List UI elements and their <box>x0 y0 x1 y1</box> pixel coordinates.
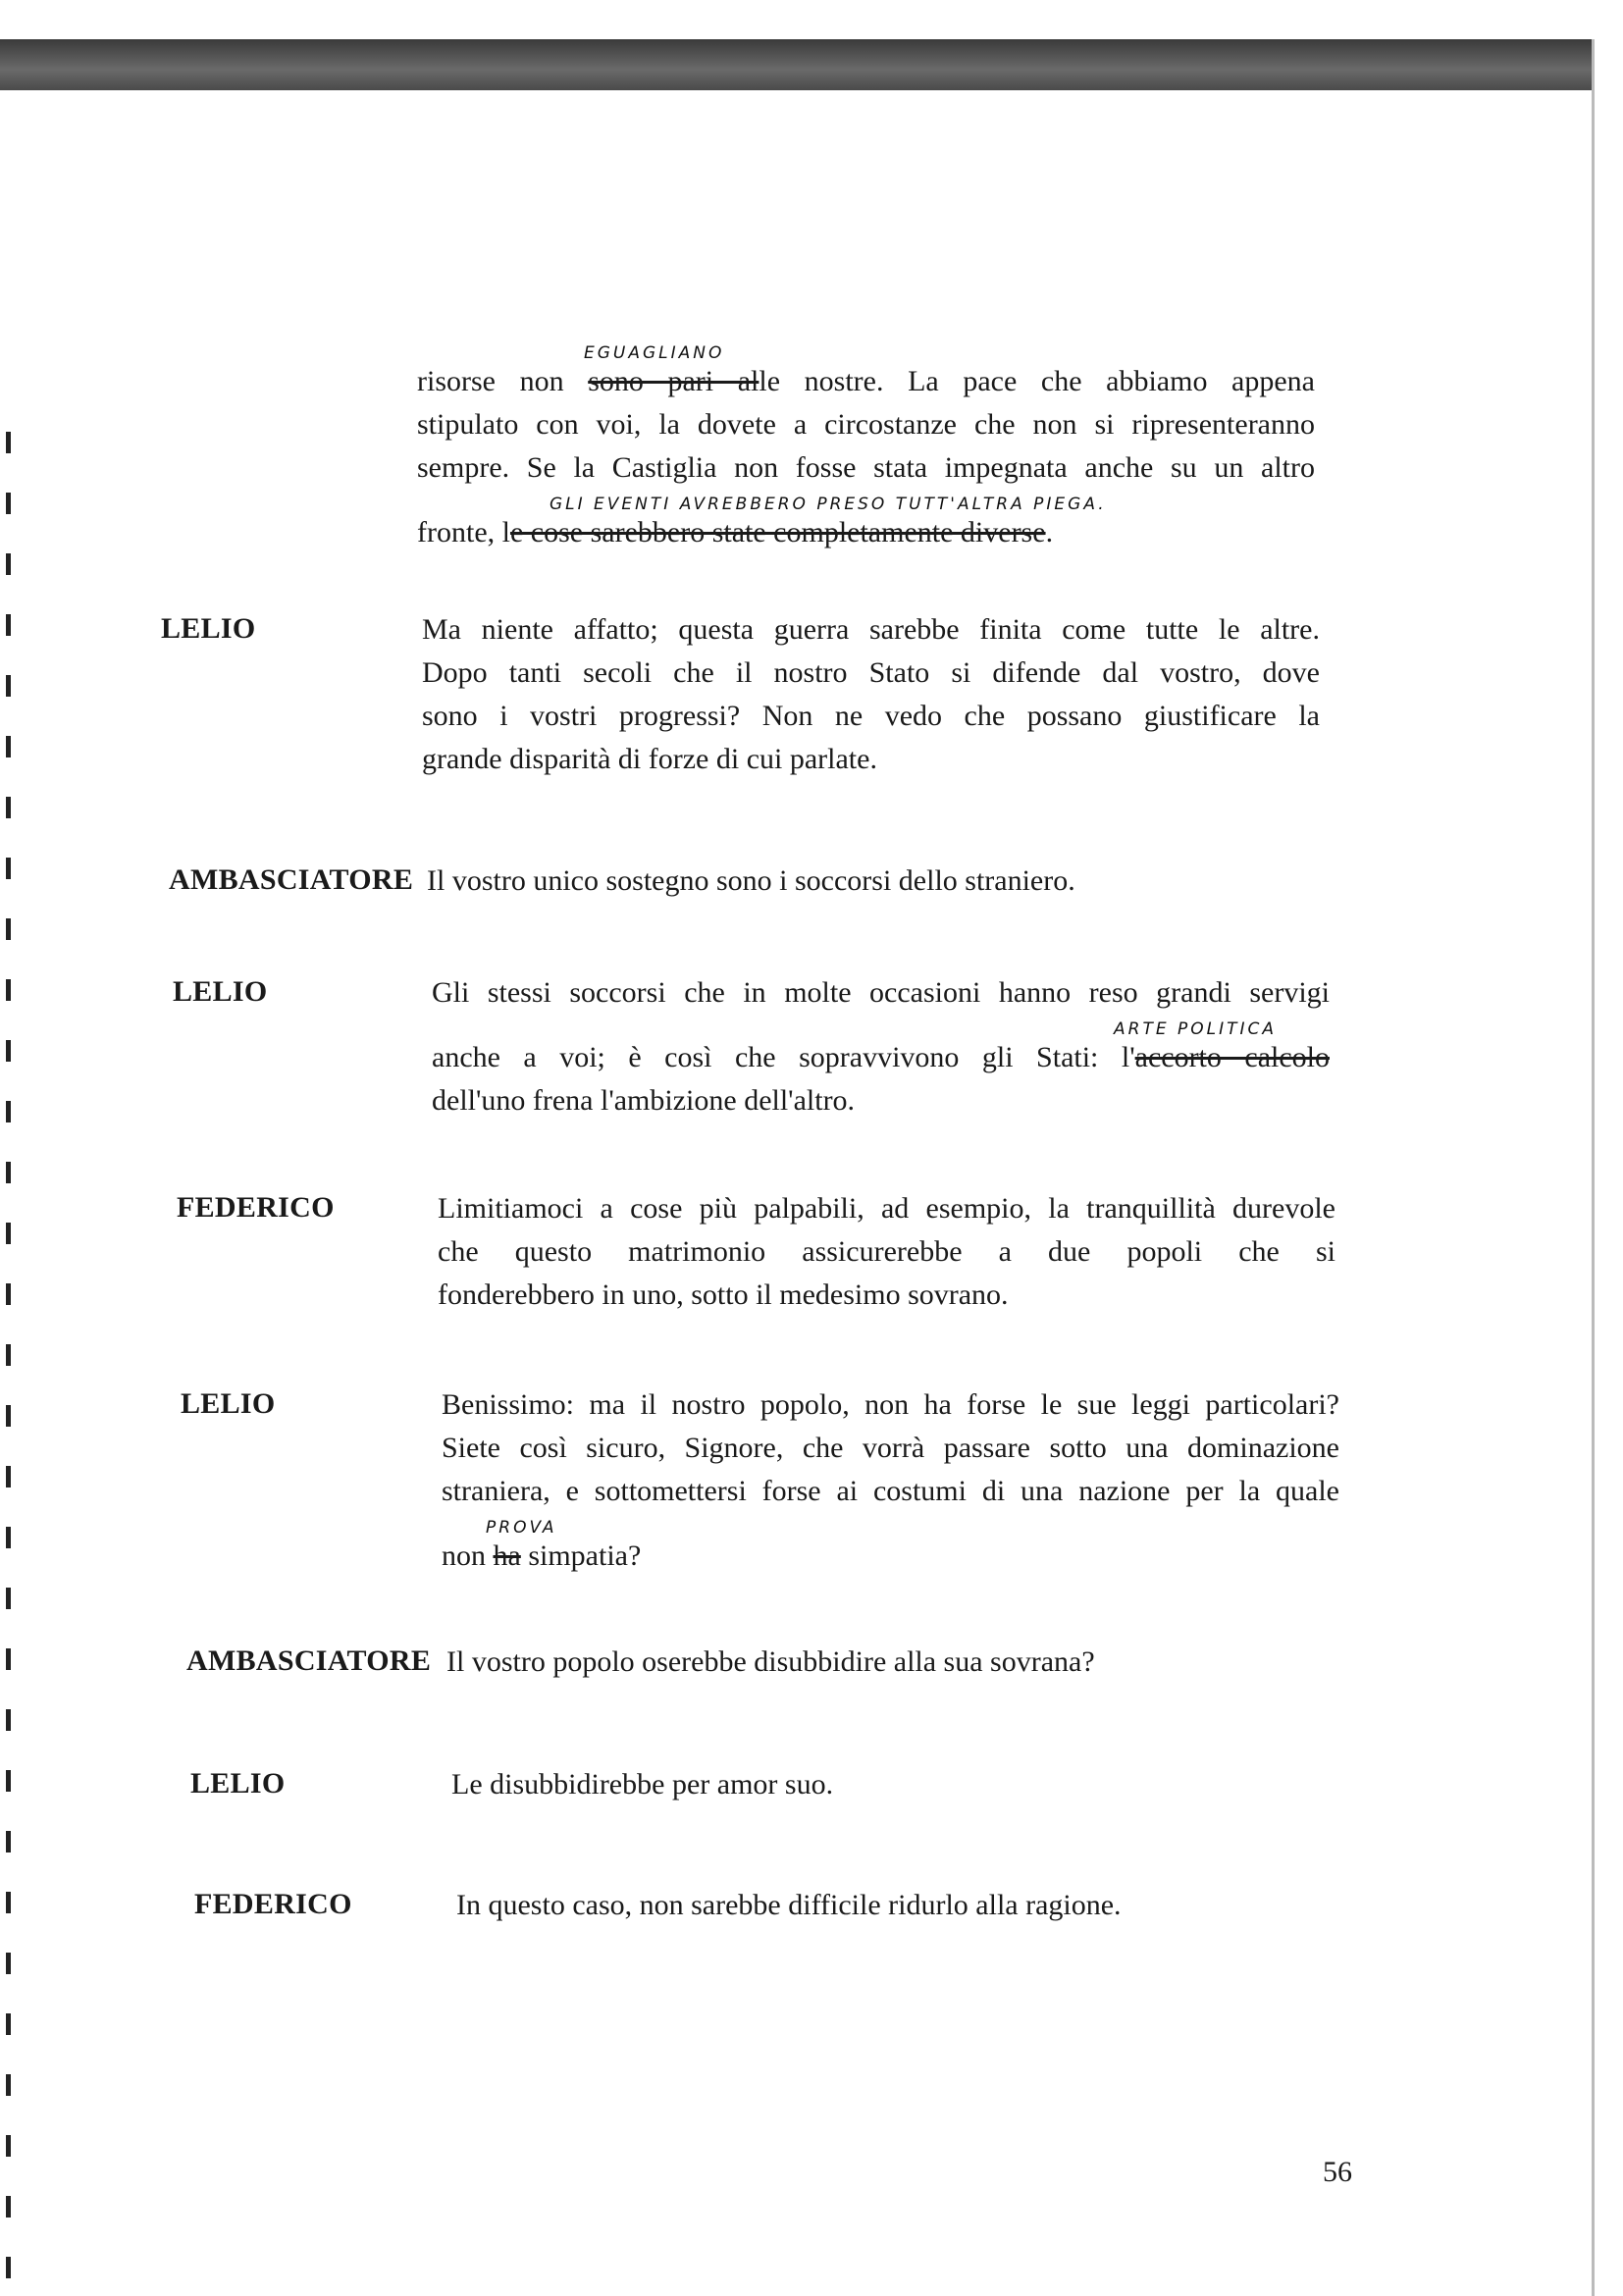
binding-mark <box>6 1040 11 1062</box>
text-segment: le nostre. La pace che abbiamo appena <box>759 365 1316 397</box>
scan-top-edge <box>0 39 1595 90</box>
binding-mark <box>6 858 11 879</box>
binding-mark <box>6 614 11 636</box>
binding-mark <box>6 2135 11 2157</box>
binding-mark <box>6 1466 11 1487</box>
binding-mark <box>6 432 11 453</box>
binding-mark <box>6 1709 11 1731</box>
binding-mark <box>6 1344 11 1366</box>
text-line <box>442 1535 1339 1578</box>
text-line <box>417 511 1315 554</box>
text-line <box>442 1427 1339 1470</box>
text-segment: Il vostro popolo oserebbe disubbidire alla sua sovrana? <box>446 1645 1095 1678</box>
text-segment: sono i vostri progressi? Non ne vedo che possano giustificare la <box>422 700 1320 732</box>
text-line <box>446 1641 1344 1684</box>
speaker-name: LELIO <box>181 1387 276 1420</box>
binding-mark <box>6 736 11 757</box>
text-segment: stipulato con voi, la dovete a circostanze che non si ripresenteranno <box>417 408 1315 441</box>
text-segment: Le disubbidirebbe per amor suo. <box>451 1768 834 1800</box>
dialogue-text <box>446 1641 1344 1684</box>
text-segment: Limitiamoci a cose più palpabili, ad esempio, la tranquillità durevole <box>438 1192 1335 1225</box>
speaker-name: AMBASCIATORE <box>169 863 414 896</box>
dialogue-text <box>427 860 1325 903</box>
text-segment: Gli stessi soccorsi che in molte occasioni hanno reso grandi servigi <box>432 976 1330 1009</box>
speaker-name: LELIO <box>161 612 256 645</box>
text-line <box>438 1230 1335 1274</box>
text-line <box>438 1187 1335 1230</box>
binding-mark <box>6 493 11 514</box>
text-segment: che questo matrimonio assicurerebbe a due popoli che si <box>438 1235 1335 1268</box>
handwritten-correction: PROVA <box>486 1518 557 1538</box>
text-segment: straniera, e sottomettersi forse ai costumi di una nazione per la quale <box>442 1475 1339 1507</box>
text-segment: . <box>1045 516 1054 548</box>
text-segment: simpatia? <box>520 1539 642 1572</box>
binding-mark <box>6 2013 11 2035</box>
text-line <box>422 608 1320 652</box>
text-line <box>432 971 1330 1015</box>
text-line <box>432 1079 1330 1122</box>
text-segment: sempre. Se la Castiglia non fosse stata impegnata anche su un altro <box>417 451 1315 484</box>
dialogue-text <box>432 971 1623 1122</box>
dialogue-text <box>417 339 1482 554</box>
speaker-name: FEDERICO <box>194 1888 352 1920</box>
text-line <box>422 738 1320 781</box>
dialogue-text <box>422 608 1320 781</box>
text-line <box>422 652 1320 695</box>
binding-mark <box>6 1223 11 1244</box>
text-line <box>417 403 1315 446</box>
binding-mark <box>6 553 11 575</box>
binding-mark <box>6 1527 11 1548</box>
text-segment: anche a voi; è così che sopravvivono gli Stati: l' <box>432 1041 1135 1073</box>
struck-text: ha <box>493 1539 521 1572</box>
correction-row <box>417 339 1482 363</box>
text-line <box>427 860 1325 903</box>
text-line <box>422 695 1320 738</box>
binding-mark <box>6 1283 11 1305</box>
dialogue-text <box>442 1383 1384 1578</box>
text-segment: Il vostro unico sostegno sono i soccorsi dello straniero. <box>427 864 1075 897</box>
handwritten-correction: ARTE POLITICA <box>1114 1019 1277 1039</box>
text-line <box>417 446 1315 490</box>
struck-text: e cose sarebbero state completamente diverse <box>509 516 1046 548</box>
speaker-name: LELIO <box>173 975 268 1008</box>
text-segment: dell'uno frena l'ambizione dell'altro. <box>432 1084 856 1117</box>
text-segment: fronte, l <box>417 516 510 548</box>
binding-mark <box>6 1831 11 1852</box>
struck-text: accorto calcolo <box>1134 1041 1330 1073</box>
speaker-name: LELIO <box>190 1767 286 1800</box>
text-line <box>456 1884 1354 1927</box>
page-number: 56 <box>1323 2156 1352 2188</box>
handwritten-correction: GLI EVENTI AVREBBERO PRESO TUTT'ALTRA PIEGA. <box>550 495 1107 514</box>
binding-mark <box>6 979 11 1001</box>
binding-mark <box>6 1101 11 1122</box>
binding-mark <box>6 1770 11 1792</box>
binding-mark <box>6 2196 11 2218</box>
binding-mark <box>6 1953 11 1974</box>
binding-mark <box>6 2074 11 2096</box>
text-segment: non <box>442 1539 494 1572</box>
text-line <box>438 1274 1335 1317</box>
struck-text: sono pari al <box>588 365 759 397</box>
text-segment: In questo caso, non sarebbe difficile ridurlo alla ragione. <box>456 1889 1122 1921</box>
binding-mark <box>6 918 11 940</box>
binding-mark <box>6 1892 11 1913</box>
binding-mark <box>6 1162 11 1183</box>
dialogue-text <box>451 1763 1349 1806</box>
text-segment: risorse non <box>417 365 589 397</box>
binding-mark <box>6 1405 11 1427</box>
correction-row <box>442 1513 1384 1538</box>
binding-mark <box>6 1648 11 1670</box>
speaker-name: AMBASCIATORE <box>186 1644 432 1677</box>
binding-mark <box>6 1588 11 1609</box>
text-segment: Siete così sicuro, Signore, che vorrà passare sotto una dominazione <box>442 1432 1339 1464</box>
dialogue-text <box>456 1884 1354 1927</box>
binding-mark <box>6 675 11 697</box>
text-segment: Benissimo: ma il nostro popolo, non ha forse le sue leggi particolari? <box>442 1388 1339 1421</box>
scan-right-edge <box>1592 39 1595 2296</box>
correction-row <box>432 1015 1623 1039</box>
text-line <box>442 1383 1339 1427</box>
binding-mark <box>6 2257 11 2278</box>
text-segment: Dopo tanti secoli che il nostro Stato si difende dal vostro, dove <box>422 656 1320 689</box>
text-line <box>451 1763 1349 1806</box>
handwritten-correction: EGUAGLIANO <box>584 343 725 363</box>
text-segment: fonderebbero in uno, sotto il medesimo sovrano. <box>438 1278 1009 1311</box>
speaker-name: FEDERICO <box>177 1191 335 1224</box>
correction-row <box>417 490 1447 514</box>
text-line <box>417 360 1315 403</box>
text-line <box>432 1036 1330 1079</box>
text-segment: Ma niente affatto; questa guerra sarebbe finita come tutte le altre. <box>422 613 1320 646</box>
text-line <box>442 1470 1339 1513</box>
dialogue-text <box>438 1187 1335 1317</box>
text-segment: grande disparità di forze di cui parlate. <box>422 743 877 775</box>
binding-mark <box>6 797 11 818</box>
